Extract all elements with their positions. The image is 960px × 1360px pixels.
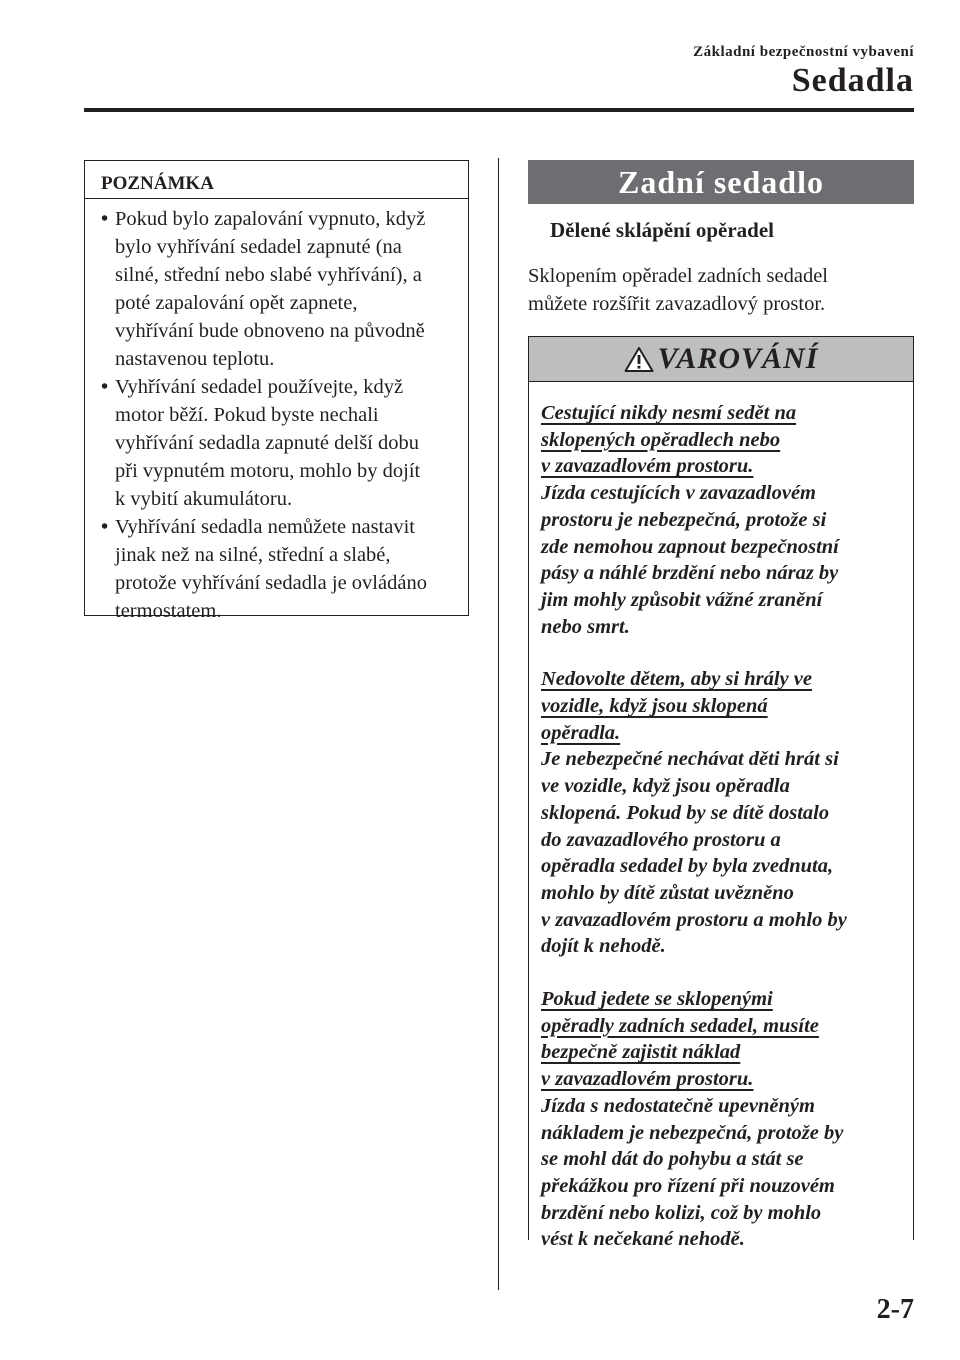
warning-body-line: Jízda s nedostatečně upevněným bbox=[541, 1094, 815, 1117]
warning-heading-line: Pokud jedete se sklopenými bbox=[541, 988, 773, 1011]
warning-body-line: jim mohly způsobit vážné zranění bbox=[541, 588, 823, 611]
warning-heading-line: sklopených opěradlech nebo bbox=[541, 428, 781, 451]
warning-heading-line: Nedovolte dětem, aby si hrály ve bbox=[541, 668, 812, 691]
note-line: silné, střední nebo slabé vyhřívání), a bbox=[115, 264, 422, 286]
bullet-icon: • bbox=[101, 376, 109, 398]
note-line: nastavenou teplotu. bbox=[115, 348, 275, 370]
note-item bbox=[101, 513, 460, 625]
warning-body-line: překážkou pro řízení při nouzovém bbox=[541, 1174, 835, 1197]
note-line: vyhřívání bude obnoveno na původně bbox=[115, 320, 425, 342]
warning-heading-line: v zavazadlovém prostoru. bbox=[541, 455, 754, 478]
column-divider bbox=[498, 158, 499, 1290]
warning-body bbox=[529, 382, 913, 1253]
warning-body-line: ve vozidle, když jsou opěradla bbox=[541, 775, 790, 798]
warning-heading-line: vozidle, když jsou sklopená bbox=[541, 695, 768, 718]
warning-body-line: brzdění nebo kolizi, což by mohlo bbox=[541, 1201, 822, 1224]
bullet-icon: • bbox=[101, 516, 109, 538]
note-line: protože vyhřívání sedadla je ovládáno bbox=[115, 572, 427, 594]
note-line: jinak než na silné, střední a slabé, bbox=[115, 544, 391, 566]
warning-body-line: se mohl dát do pohybu a stát se bbox=[541, 1148, 804, 1171]
note-item bbox=[101, 205, 460, 373]
note-heading: POZNÁMKA bbox=[85, 161, 468, 199]
note-line: při vypnutém motoru, mohlo by dojít bbox=[115, 460, 421, 482]
page-number: 2-7 bbox=[876, 1294, 914, 1325]
warning-block bbox=[541, 400, 907, 640]
section-label: Základní bezpečnostní vybavení bbox=[693, 44, 914, 60]
section-title: Zadní sedadlo bbox=[528, 160, 914, 204]
warning-body-line: Je nebezpečné nechávat děti hrát si bbox=[541, 748, 839, 771]
warning-body-line: nebo smrt. bbox=[541, 615, 630, 638]
note-line: motor běží. Pokud byste nechali bbox=[115, 404, 379, 426]
note-line: termostatem. bbox=[115, 600, 222, 622]
warning-body-line: pásy a náhlé brzdění nebo náraz by bbox=[541, 562, 839, 585]
header-rule bbox=[84, 108, 914, 112]
bullet-icon: • bbox=[101, 208, 109, 230]
note-line: vyhřívání sedadla zapnuté delší dobu bbox=[115, 432, 419, 454]
note-item bbox=[101, 373, 460, 513]
note-list bbox=[85, 199, 468, 625]
warning-body-line: dojít k nehodě. bbox=[541, 935, 666, 958]
note-line: bylo vyhřívání sedadel zapnuté (na bbox=[115, 236, 402, 258]
note-line: Vyhřívání sedadel používejte, když bbox=[115, 376, 404, 398]
intro-line: Sklopením opěradel zadních sedadel bbox=[528, 265, 828, 287]
warning-heading-line: v zavazadlovém prostoru. bbox=[541, 1068, 754, 1091]
intro-paragraph bbox=[528, 262, 914, 318]
warning-body-line: sklopená. Pokud by se dítě dostalo bbox=[541, 801, 830, 824]
warning-body-line: zde nemohou zapnout bezpečnostní bbox=[541, 535, 839, 558]
page-title: Sedadla bbox=[791, 62, 914, 99]
warning-triangle-icon bbox=[624, 346, 654, 373]
warning-heading-line: opěradly zadních sedadel, musíte bbox=[541, 1014, 819, 1037]
note-line: poté zapalování opět zapnete, bbox=[115, 292, 358, 314]
note-line: Vyhřívání sedadla nemůžete nastavit bbox=[115, 516, 415, 538]
warning-body-line: v zavazadlovém prostoru a mohlo by bbox=[541, 908, 847, 931]
warning-body-line: prostoru je nebezpečná, protože si bbox=[541, 508, 827, 531]
subheading: Dělené sklápění opěradel bbox=[550, 218, 774, 242]
note-line: Pokud bylo zapalování vypnuto, když bbox=[115, 208, 426, 230]
note-line: k vybití akumulátoru. bbox=[115, 488, 293, 510]
warning-box bbox=[528, 336, 914, 1251]
note-box bbox=[84, 160, 469, 622]
intro-line: můžete rozšířit zavazadlový prostor. bbox=[528, 293, 826, 315]
warning-heading-line: opěradla. bbox=[541, 721, 621, 744]
warning-heading-line: bezpečně zajistit náklad bbox=[541, 1041, 741, 1064]
warning-block bbox=[541, 986, 907, 1253]
warning-label: VAROVÁNÍ bbox=[657, 342, 819, 375]
warning-body-line: nákladem je nebezpečná, protože by bbox=[541, 1121, 844, 1144]
warning-body-line: opěradla sedadel by byla zvednuta, bbox=[541, 855, 834, 878]
warning-body-line: vést k nečekané nehodě. bbox=[541, 1228, 745, 1251]
warning-body-line: Jízda cestujících v zavazadlovém bbox=[541, 482, 816, 505]
warning-body-line: mohlo by dítě zůstat uvězněno bbox=[541, 881, 794, 904]
warning-body-line: do zavazadlového prostoru a bbox=[541, 828, 781, 851]
warning-header bbox=[528, 336, 914, 382]
warning-block bbox=[541, 666, 907, 960]
warning-heading-line: Cestující nikdy nesmí sedět na bbox=[541, 402, 797, 424]
